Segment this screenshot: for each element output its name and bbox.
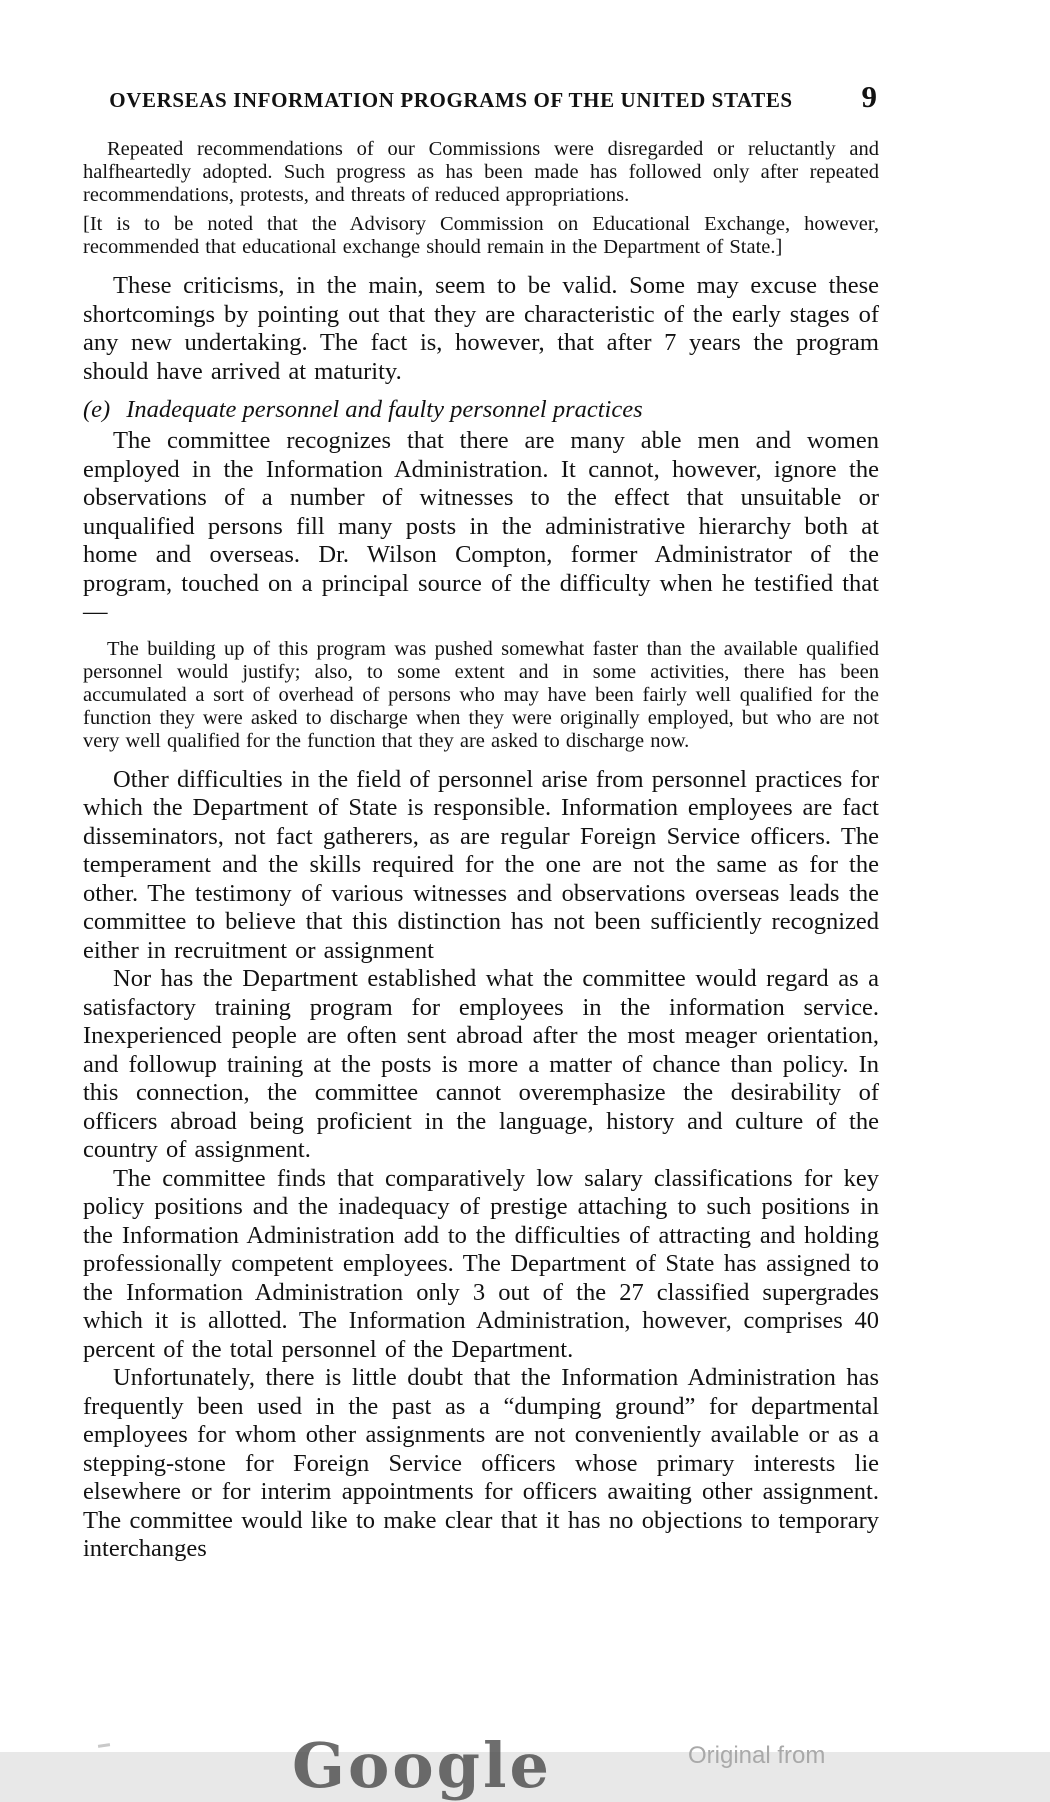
page-number: 9 bbox=[861, 79, 877, 114]
running-title: OVERSEAS INFORMATION PROGRAMS OF THE UNITED STATES bbox=[109, 88, 793, 112]
section-letter: (e) bbox=[83, 396, 111, 423]
paragraph-criticisms: These criticisms, in the main, seem to be valid. Some may excuse these shortcomings by pointing out that they are characteristic of the early stages of any new undertaking. The fact is, however, that after 7 years the program should have arrived at maturity. bbox=[83, 272, 879, 385]
google-scan-watermark: Google bbox=[292, 1729, 553, 1802]
paragraph-bracketed-note: [It is to be noted that the Advisory Commission on Educational Exchange, however, recommended that educational exchange should remain in the Department of State.] bbox=[83, 213, 879, 258]
page-content bbox=[83, 79, 879, 1564]
paragraph-recommendations: Repeated recommendations of our Commissions were disregarded or reluctantly and halfheartedly adopted. Such progress as has been made has followed only after repeated recommendations, protests, and threats of reduced appropriations. bbox=[83, 138, 879, 206]
paragraph-other-difficulties: Other difficulties in the field of personnel arise from personnel practices for which the Department of State is responsible. Information employees are fact disseminators, not fact gatherers, as are regular Foreign Service officers. The temperament and the skills required for the one are not the same as for the other. The testimony of various witnesses and observations overseas leads the committee to believe that this distinction has not been sufficiently recognized either in recruitment or assignment bbox=[83, 765, 879, 964]
scan-speck bbox=[98, 1743, 110, 1748]
paragraph-committee-recognizes: The committee recognizes that there are many able men and women employed in the Information Administration. It cannot, however, ignore the observations of a number of witnesses to the effect that unsuitable or unqualified persons fill many posts in the administrative hierarchy both at home and overseas. Dr. Wilson Compton, former Administrator of the program, touched on a principal source of the difficulty when he testified that— bbox=[83, 427, 879, 625]
paragraph-salary-classifications: The committee finds that comparatively low salary classifications for key policy positions and the inadequacy of prestige attaching to such positions in the Information Administration add to the difficulties of attracting and holding professionally competent employees. The Department of State has assigned to the Information Administration only 3 out of the 27 classified supergrades which it is allotted. The Information Administration, however, comprises 40 percent of the total personnel of the Department. bbox=[83, 1164, 879, 1363]
paragraph-dumping-ground: Unfortunately, there is little doubt that the Information Administration has frequently been used in the past as a “dumping ground” for departmental employees for whom other assignments are not conveniently available or as a stepping-stone for Foreign Service officers whose primary interests lie elsewhere or for interim appointments for officers awaiting other assignment. The committee would like to make clear that it has no objections to temporary interchanges bbox=[83, 1364, 879, 1562]
page-header bbox=[83, 79, 879, 116]
blockquote-compton-testimony: The building up of this program was pushed somewhat faster than the available qualified personnel would justify; also, to some extent and in some activities, there has been accumulated a sort of overhead of persons who may have been fairly well qualified for the function they were asked to discharge when they were originally employed, but who are not very well qualified for the function that they are asked to discharge now. bbox=[83, 637, 879, 752]
original-from-text: Original from bbox=[688, 1742, 826, 1769]
paragraph-training-program: Nor has the Department established what the committee would regard as a satisfactory training program for employees in the information service. Inexperienced people are often sent abroad after the most meager orientation, and followup training at the posts is more a matter of chance than policy. In this connection, the committee cannot overemphasize the desirability of officers abroad being proficient in the language, history and culture of the country of assignment. bbox=[83, 965, 879, 1163]
section-title: Inadequate personnel and faulty personnel practices bbox=[126, 396, 643, 423]
section-heading-e bbox=[83, 395, 879, 424]
